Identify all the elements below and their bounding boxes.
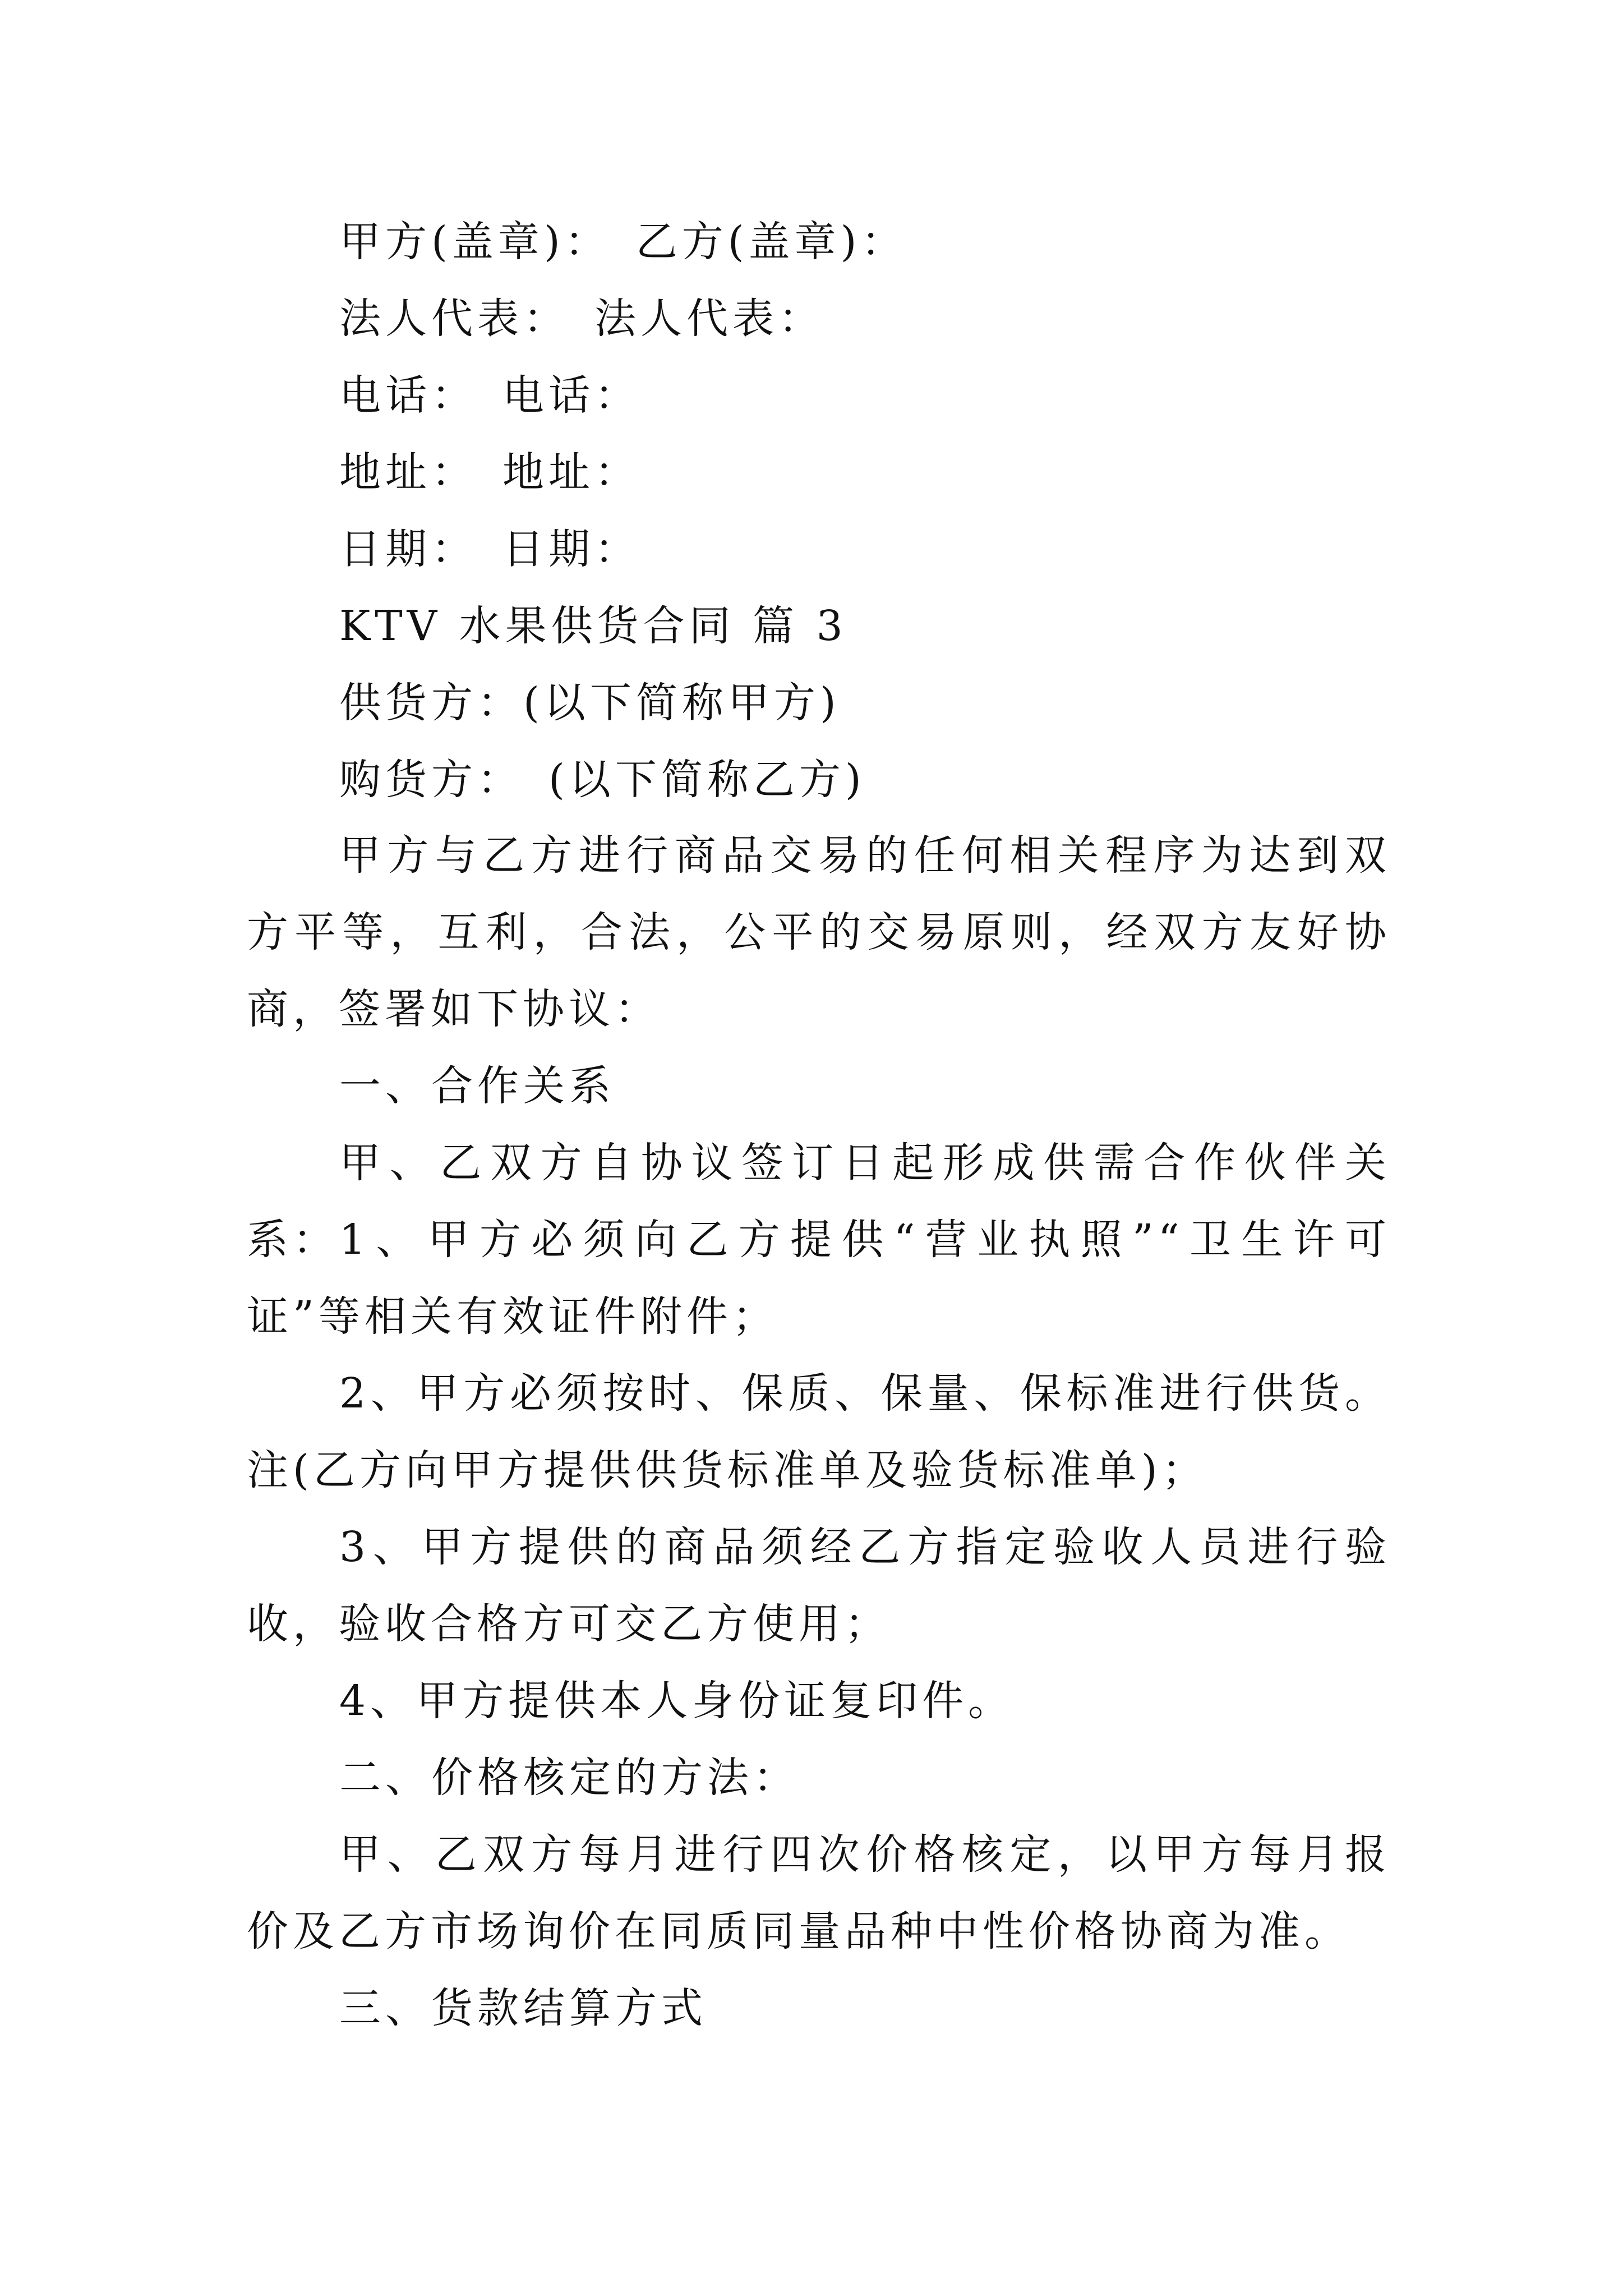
cooperation-paragraph: 甲、乙双方自协议签订日起形成供需合作伙伴关系： [247,1139,1391,1264]
intro-paragraph: 甲方与乙方进行商品交易的任何相关程序为达到双方平等，互利，合法，公平的交易原则，经双方友好协商，签署如下协议： [247,831,1391,1033]
clause-1: 1、甲方必须向乙方提供“营业执照”“卫生许可证”等相关有效证件附件； [247,1216,1391,1341]
signature-party-line: 甲方(盖章)： 乙方(盖章)： [339,218,907,266]
address-line: 地址： 地址： [339,448,640,496]
contract-title: KTV 水果供货合同 篇 3 [339,602,847,650]
clause-2: 2、甲方必须按时、保质、保量、保标准进行供货。注(乙方向甲方提供供货标准单及验货标准单)； [247,1369,1391,1494]
phone-line: 电话： 电话： [339,371,640,420]
section-heading-payment: 三、货款结算方式 [339,1984,707,2032]
supplier-line: 供货方：(以下简称甲方) [339,679,841,727]
date-line: 日期： 日期： [339,525,640,573]
section-heading-cooperation: 一、合作关系 [339,1062,615,1110]
clause-4: 4、甲方提供本人身份证复印件。 [339,1677,1015,1725]
clause-3: 3、甲方提供的商品须经乙方指定验收人员进行验收，验收合格方可交乙方使用； [247,1523,1391,1648]
section-heading-price: 二、价格核定的方法： [339,1754,799,1802]
price-paragraph: 甲、乙双方每月进行四次价格核定，以甲方每月报价及乙方市场询价在同质同量品种中性价格协商为准。 [247,1830,1391,1955]
legal-representative-line: 法人代表： 法人代表： [339,295,824,343]
buyer-line: 购货方： (以下简称乙方) [339,756,866,804]
